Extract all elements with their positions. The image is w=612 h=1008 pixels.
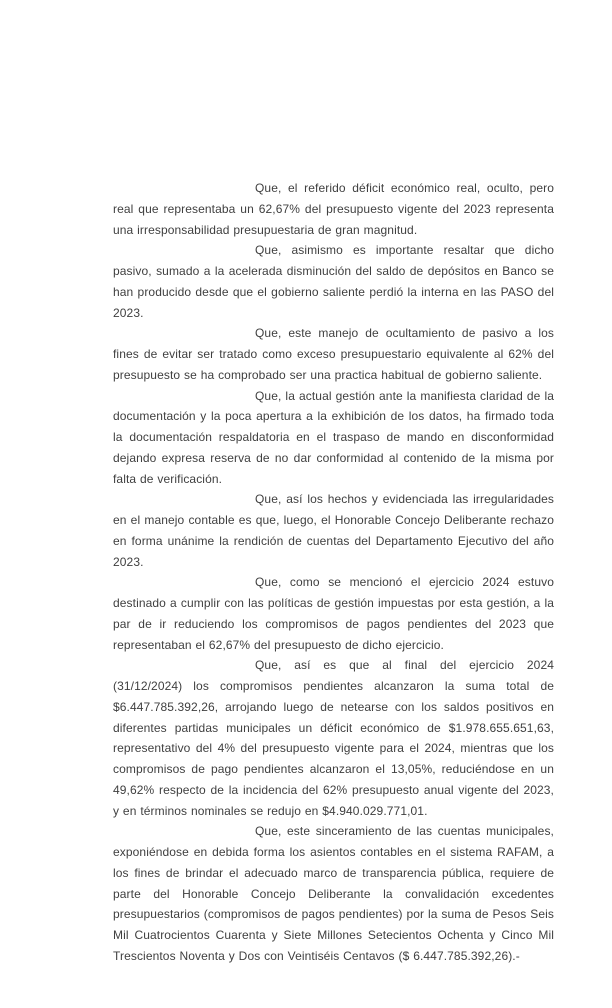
recital-paragraph: Que, así los hechos y evidenciada las irregularidades en el manejo contable es que, luego, el Honorable Concejo Deliberante rechazo en forma unánime la rendición de cuentas del Departamento Ejecutivo del año 2023. — [113, 492, 554, 569]
recital-paragraph: Que, como se mencionó el ejercicio 2024 estuvo destinado a cumplir con las políticas de gestión impuestas por esta gestión, a la par de ir reduciendo los compromisos de pagos pendientes del 2023 que representaban el 62,67% del presupuesto de dicho ejercicio. — [113, 575, 554, 652]
recital-paragraph: Que, este manejo de ocultamiento de pasivo a los fines de evitar ser tratado como exceso presupuestario equivalente al 62% del presupuesto se ha comprobado ser una practica habitual de gobierno saliente. — [113, 326, 554, 382]
recital-paragraph: Que, asimismo es importante resaltar que dicho pasivo, sumado a la acelerada disminución del saldo de depósitos en Banco se han producido desde que el gobierno saliente perdió la interna en las PASO del 2023. — [113, 243, 554, 320]
recital-paragraph: Que, este sinceramiento de las cuentas municipales, exponiéndose en debida forma los asientos contables en el sistema RAFAM, a los fines de brindar el adecuado marco de transparencia pública, requiere de parte del Honorable Concejo Deliberante la convalidación excedentes presupuestarios (compromisos de pagos pendientes) por la suma de Pesos Seis Mil Cuatrocientos Cuarenta y Siete Millones Setecientos Ochenta y Cinco Mil Trescientos Noventa y Dos con Veintiséis Centavos ($ 6.447.785.392,26).- — [113, 824, 554, 963]
recital-paragraph: Que, así es que al final del ejercicio 2024 (31/12/2024) los compromisos pendientes alcanzaron la suma total de $6.447.785.392,26, arrojando luego de netearse con los saldos positivos en diferentes partidas municipales un déficit económico de $1.978.655.651,63, representativo del 4% del presupuesto vigente para el 2024, mientras que los compromisos de pago pendientes alcanzaron el 13,05%, reduciéndose en un 49,62% respecto de la incidencia del 62% presupuesto anual vigente del 2023, y en términos nominales se redujo en $4.940.029.771,01. — [113, 658, 554, 818]
recital-paragraph: Que, la actual gestión ante la manifiesta claridad de la documentación y la poca apertura a la exhibición de los datos, ha firmado toda la documentación respaldatoria en el traspaso de mando en disconformidad dejando expresa reserva de no dar conformidad al contenido de la misma por falta de verificación. — [113, 388, 554, 486]
recitals-text-block — [113, 178, 554, 967]
recital-paragraph: Que, el referido déficit económico real, oculto, pero real que representaba un 62,67% del presupuesto vigente del 2023 representa una irresponsabilidad presupuestaria de gran magnitud. — [113, 181, 554, 237]
